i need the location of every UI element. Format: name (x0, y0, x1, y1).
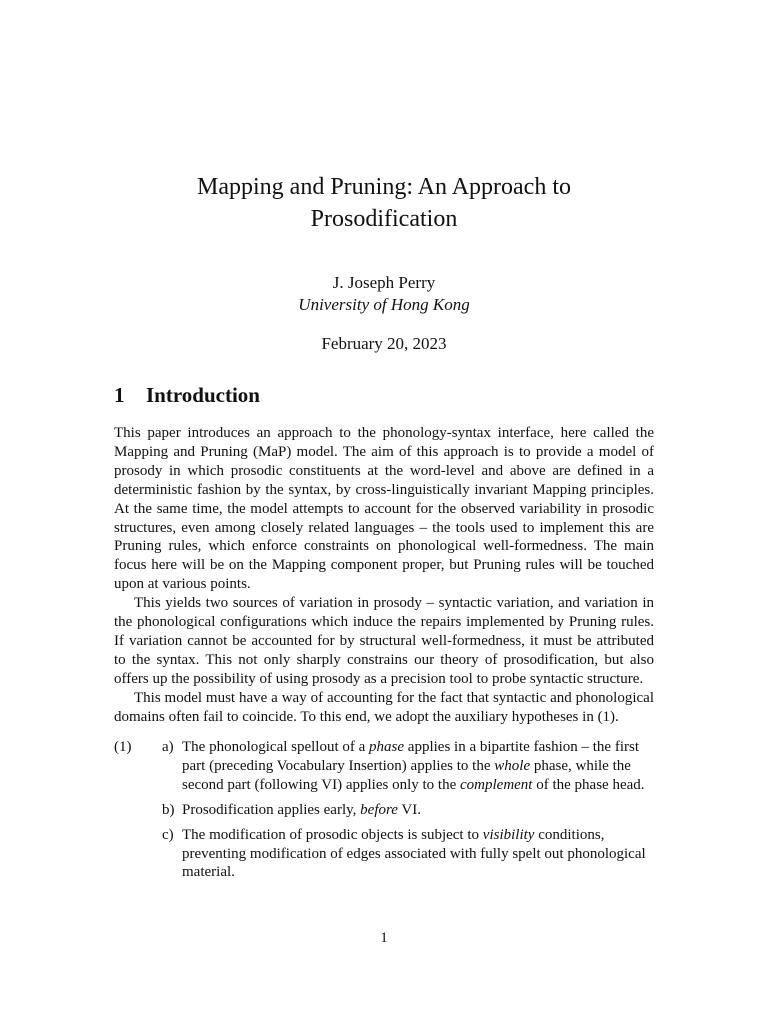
example-item-text (182, 738, 654, 795)
paper-title-line-1: Mapping and Pruning: An Approach to (197, 174, 571, 200)
paragraph: This model must have a way of accounting for the fact that syntactic and phonological domains often fail to coincide. To this end, we adopt the auxiliary hypotheses in (1). (114, 689, 654, 725)
text-run: The phonological spellout of a (182, 739, 370, 755)
example-item-text (182, 801, 654, 820)
text-run: phase, while the second part (following VI) applies only to the (182, 757, 631, 793)
paragraph: This yields two sources of variation in prosody – syntactic variation, and variation in the phonological configurations which induce the repairs implemented by Pruning rules. If variation cannot be accounted for by structural well-formedness, it must be attributed to the syntax. This not only sharply constrains our theory of prosodification, but also offers up the possibility of using prosody as a precision tool to probe syntactic structure. (114, 595, 654, 687)
text-run: The modification of prosodic objects is subject to (182, 826, 483, 843)
section-heading (114, 382, 260, 408)
example-item-a (162, 738, 654, 795)
paper-title (0, 171, 768, 235)
example-list (162, 738, 654, 888)
paper-date: February 20, 2023 (321, 334, 447, 353)
emphasis: complement (460, 776, 533, 793)
text-run: applies in a bipartite fashion – the first part (preceding Vocabulary Insertion) applies to the (182, 739, 639, 774)
paragraph: This paper introduces an approach to the phonology-syntax interface, here called the Mapping and Pruning (MaP) model. The aim of this approach is to provide a model of prosody in which prosodic constituents at the word-level and above are defined in a deterministic fashion by the syntax, by cross-linguistically invariant Mapping principles. At the same time, the model attempts to account for the observed variability in prosodic structures, even among closely related languages – the tools used to implement this are Pruning rules, which enforce constraints on phonological well-formedness. The main focus here will be on the Mapping component proper, but Pruning rules will be touched upon at various points. (114, 425, 654, 593)
emphasis: before (360, 801, 398, 818)
section-body (114, 424, 654, 727)
example-item-letter: b) (162, 801, 175, 818)
section-number: 1 (114, 383, 125, 407)
emphasis: whole (494, 757, 531, 774)
example-item-b (162, 801, 654, 820)
text-run: VI. (397, 801, 421, 818)
text-run: Prosodification applies early, (182, 801, 361, 818)
example-number: (1) (114, 739, 132, 755)
text-run: conditions, preventing modification of edges associated with fully spelt out phonological material. (182, 826, 646, 881)
author-affiliation: University of Hong Kong (298, 295, 470, 314)
example-item-text (182, 826, 654, 883)
emphasis: visibility (482, 826, 535, 843)
emphasis: phase (369, 739, 405, 755)
paper-title-line-2: Prosodification (310, 206, 458, 232)
author-name: J. Joseph Perry (332, 273, 436, 292)
example-item-c (162, 826, 654, 883)
example-item-letter: a) (162, 739, 174, 755)
page-number: 1 (380, 930, 388, 946)
example-item-letter: c) (162, 826, 174, 843)
title-block (0, 171, 768, 355)
section-title: Introduction (146, 383, 260, 407)
text-run: of the phase head. (532, 776, 645, 793)
